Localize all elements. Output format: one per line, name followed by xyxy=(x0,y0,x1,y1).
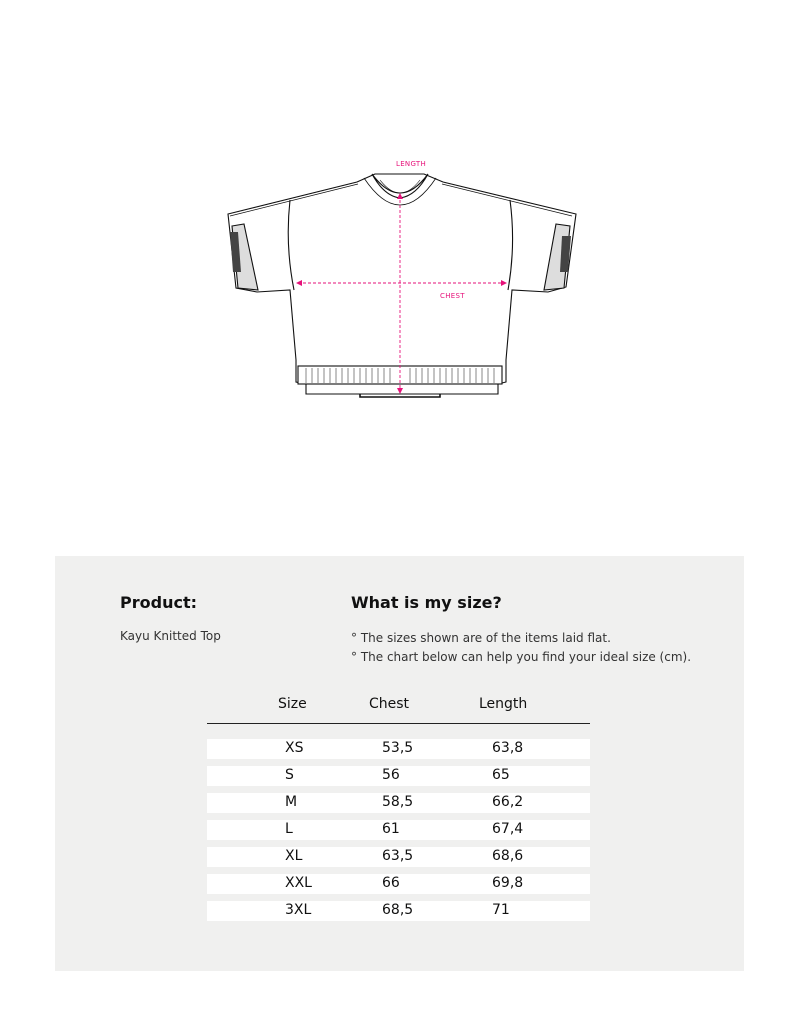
chest-label: CHEST xyxy=(440,292,465,300)
table-row xyxy=(207,793,590,813)
cell-size: XS xyxy=(285,740,304,756)
cell-size: XXL xyxy=(285,875,312,891)
cell-size: M xyxy=(285,794,298,810)
header-chest: Chest xyxy=(369,696,410,712)
note-line: ° The chart below can help you find your ideal size (cm). xyxy=(351,650,692,664)
top-body-outline xyxy=(228,174,576,394)
table-row xyxy=(207,739,590,759)
table-header xyxy=(207,696,590,724)
cell-chest: 58,5 xyxy=(382,794,414,810)
cell-chest: 53,5 xyxy=(382,740,414,756)
cell-chest: 56 xyxy=(382,767,400,783)
length-label: LENGTH xyxy=(396,160,427,168)
cell-chest: 63,5 xyxy=(382,848,414,864)
cell-chest: 68,5 xyxy=(382,902,414,918)
cell-size: XL xyxy=(285,848,303,864)
table-row xyxy=(207,847,590,867)
cell-length: 71 xyxy=(492,902,510,918)
cell-length: 66,2 xyxy=(492,794,524,810)
cell-chest: 61 xyxy=(382,821,400,837)
table-row xyxy=(207,901,590,921)
cell-length: 67,4 xyxy=(492,821,524,837)
cell-size: S xyxy=(285,767,294,783)
table-body xyxy=(207,739,590,921)
size-notes xyxy=(351,629,691,667)
header-size: Size xyxy=(278,696,307,712)
cell-chest: 66 xyxy=(382,875,400,891)
table-row xyxy=(207,766,590,786)
table-row xyxy=(207,874,590,894)
cell-length: 69,8 xyxy=(492,875,524,891)
cell-length: 63,8 xyxy=(492,740,524,756)
cell-length: 65 xyxy=(492,767,510,783)
size-info-panel xyxy=(55,556,744,971)
product-heading: Product: xyxy=(120,593,197,612)
table-row xyxy=(207,820,590,840)
product-name: Kayu Knitted Top xyxy=(120,629,221,643)
size-table xyxy=(207,696,590,921)
size-heading: What is my size? xyxy=(351,593,502,612)
cell-length: 68,6 xyxy=(492,848,524,864)
cell-size: 3XL xyxy=(285,902,312,918)
cell-size: L xyxy=(285,821,293,837)
header-length: Length xyxy=(479,696,528,712)
note-line: ° The sizes shown are of the items laid flat. xyxy=(351,631,611,645)
